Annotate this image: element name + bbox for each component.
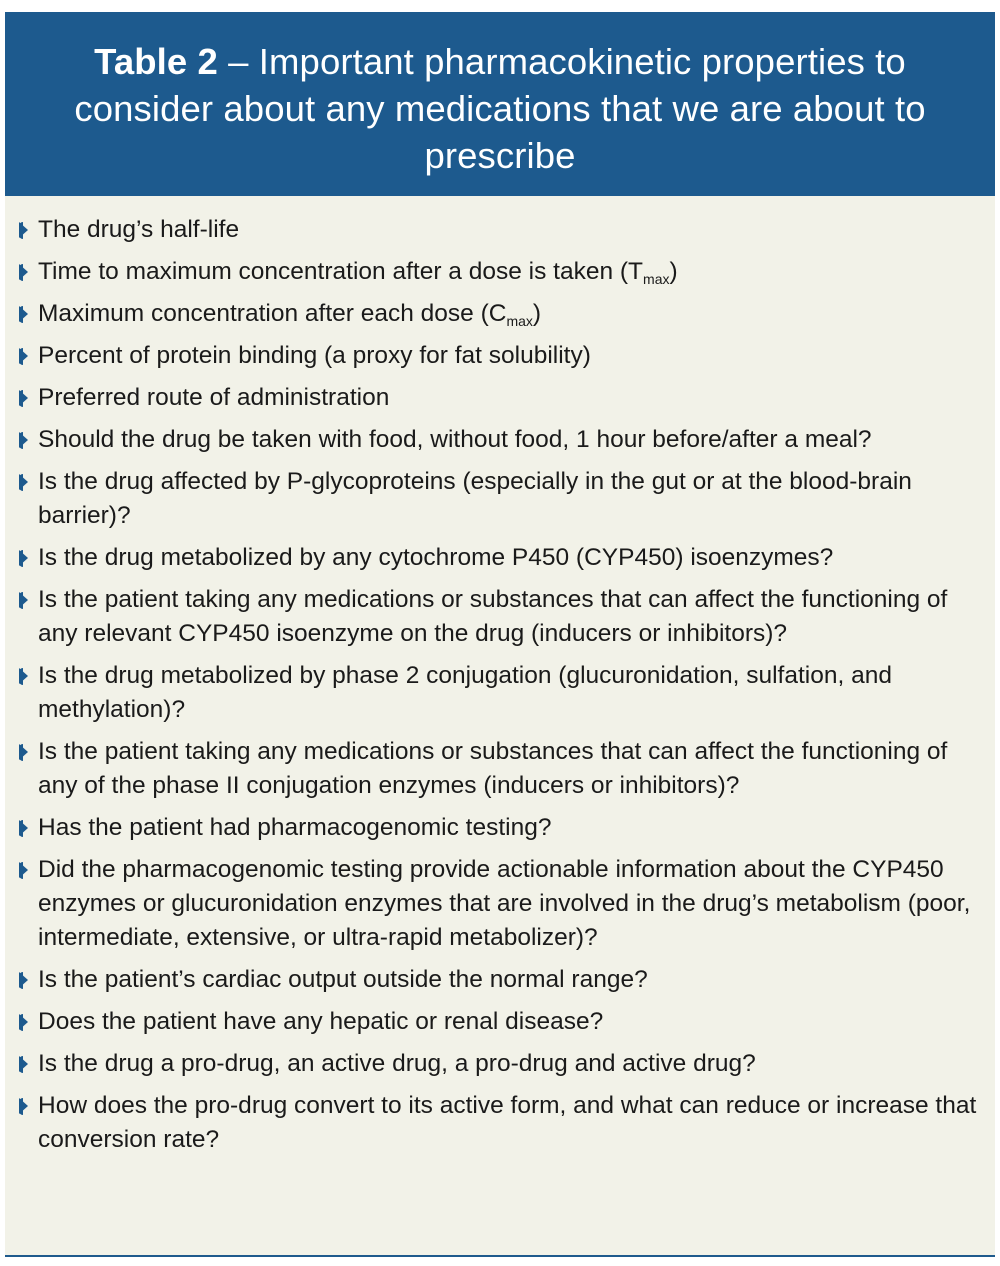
list-item: [5, 853, 995, 955]
list-item: [5, 423, 995, 457]
list-item-text-end: ): [669, 258, 678, 285]
list-item-text: Is the patient’s cardiac output outside the normal range?: [38, 966, 648, 993]
list-item-text: Is the drug metabolized by phase 2 conjugation (glucuronidation, sulfation, and methylation)?: [38, 662, 892, 723]
half-circle-bullet-icon: [19, 550, 28, 567]
list-item-text: Percent of protein binding (a proxy for fat solubility): [38, 342, 591, 369]
subscript-text: max: [643, 271, 670, 287]
list-item: [5, 213, 995, 247]
table-title-label: Table 2: [94, 41, 218, 82]
list-item-text: Should the drug be taken with food, without food, 1 hour before/after a meal?: [38, 426, 872, 453]
half-circle-bullet-icon: [19, 592, 28, 609]
list-item-text: Is the patient taking any medications or substances that can affect the functioning of any of the phase II conjugation enzymes (inducers or inhibitors)?: [38, 738, 948, 799]
list-item-text: How does the pro-drug convert to its active form, and what can reduce or increase that conversion rate?: [38, 1092, 977, 1153]
half-circle-bullet-icon: [19, 1056, 28, 1073]
list-item-text: Preferred route of administration: [38, 384, 390, 411]
half-circle-bullet-icon: [19, 264, 28, 281]
subscript-text: max: [506, 313, 533, 329]
list-item-text: Did the pharmacogenomic testing provide actionable information about the CYP450 enzymes or glucuronidation enzymes that are involved in the drug’s metabolism (poor, intermediate, extensive, or ultra-rapid metabolizer)?: [38, 856, 971, 951]
list-item: [5, 583, 995, 651]
half-circle-bullet-icon: [19, 862, 28, 879]
list-item-text: Is the drug metabolized by any cytochrome P450 (CYP450) isoenzymes?: [38, 544, 834, 571]
table-panel: [5, 12, 995, 1257]
list-item-text: Maximum concentration after each dose (C: [38, 300, 507, 327]
list-item: [5, 735, 995, 803]
list-item: [5, 963, 995, 997]
list-item-text: The drug’s half-life: [38, 216, 240, 243]
list-item-text: Is the drug a pro-drug, an active drug, a pro-drug and active drug?: [38, 1050, 756, 1077]
list-item: [5, 465, 995, 533]
half-circle-bullet-icon: [19, 432, 28, 449]
half-circle-bullet-icon: [19, 1014, 28, 1031]
half-circle-bullet-icon: [19, 306, 28, 323]
list-item: [5, 1005, 995, 1039]
list-item: [5, 659, 995, 727]
list-item: [5, 255, 995, 289]
half-circle-bullet-icon: [19, 348, 28, 365]
list-item-text: Does the patient have any hepatic or renal disease?: [38, 1008, 604, 1035]
list-item: [5, 1089, 995, 1157]
list-item: [5, 541, 995, 575]
list-item-text-end: ): [532, 300, 542, 327]
half-circle-bullet-icon: [19, 474, 28, 491]
list-item-text: Is the drug affected by P-glycoproteins (especially in the gut or at the blood-brain barrier)?: [38, 468, 912, 529]
half-circle-bullet-icon: [19, 744, 28, 761]
half-circle-bullet-icon: [19, 972, 28, 989]
list-item-text: Has the patient had pharmacogenomic testing?: [38, 814, 552, 841]
half-circle-bullet-icon: [19, 390, 28, 407]
table-title-text: – Important pharmacokinetic properties to consider about any medications that we are about to prescribe: [74, 41, 926, 176]
list-item: [5, 381, 995, 415]
half-circle-bullet-icon: [19, 820, 28, 837]
half-circle-bullet-icon: [19, 1098, 28, 1115]
half-circle-bullet-icon: [19, 668, 28, 685]
list-item-text: Time to maximum concentration after a dose is taken (T: [38, 258, 644, 285]
list-item: [5, 339, 995, 373]
list-item: [5, 1047, 995, 1081]
list-item-text: Is the patient taking any medications or substances that can affect the functioning of any relevant CYP450 isoenzyme on the drug (inducers or inhibitors)?: [38, 586, 948, 647]
property-list: [5, 196, 995, 1157]
list-item: [5, 811, 995, 845]
half-circle-bullet-icon: [19, 222, 28, 239]
list-item: [5, 297, 995, 331]
table-title: [5, 12, 995, 196]
